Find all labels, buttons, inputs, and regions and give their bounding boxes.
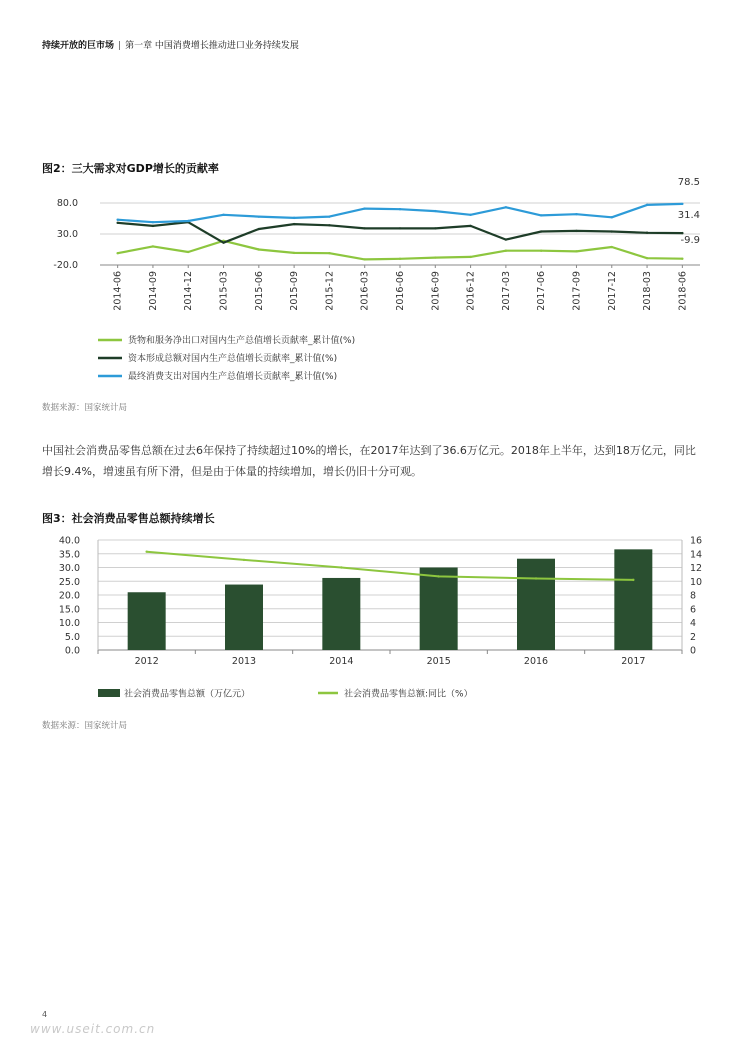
y-tick-label: 30.0	[56, 229, 78, 240]
yoy-growth-line	[147, 552, 634, 580]
y-tick-label: 20.0	[58, 590, 80, 602]
data-point	[399, 208, 401, 210]
series-line-1	[118, 222, 683, 243]
body-paragraph: 中国社会消费品零售总额在过去6年保持了持续超过10%的增长，在2017年达到了36.6万亿元。2018年上半年，达到18万亿元，同比增长9.4%，增速虽有所下滑，但是由于体量的持续增加，增长仍旧十分可观。	[42, 444, 696, 478]
data-point	[328, 224, 330, 226]
x-tick-label: 2016	[523, 656, 549, 667]
x-tick-label: 2016-03	[359, 271, 371, 311]
bar-2012	[128, 592, 166, 650]
data-point	[540, 230, 542, 232]
x-tick-label: 2014	[329, 656, 354, 667]
bar-2016	[517, 559, 555, 650]
data-point	[116, 219, 118, 221]
y-tick-label: 30.0	[58, 563, 80, 574]
data-point	[152, 225, 154, 227]
figure3-title: 图3：社会消费品零售总额持续增长	[42, 512, 215, 525]
y2-tick-label: 4	[690, 618, 697, 629]
series-line-2	[118, 204, 683, 222]
y2-tick-label: 6	[690, 604, 697, 616]
y-tick-label: 35.0	[58, 549, 80, 561]
data-point	[469, 225, 471, 227]
bar-2017	[614, 549, 652, 650]
y2-tick-label: 10	[690, 576, 703, 588]
data-point	[611, 216, 613, 218]
end-value-label: -9.9	[680, 235, 700, 246]
y-tick-label: 10.0	[58, 618, 80, 629]
x-tick-label: 2016-12	[465, 271, 477, 311]
data-point	[328, 252, 330, 254]
x-tick-label: 2013	[231, 656, 257, 667]
data-point	[681, 232, 683, 234]
y-tick-label: 0.0	[64, 645, 80, 657]
legend-label: 最终消费支出对国内生产总值增长贡献率_累计值(%)	[128, 372, 338, 382]
data-point	[437, 575, 439, 577]
data-point	[434, 256, 436, 258]
y-tick-label: 25.0	[58, 576, 80, 588]
x-tick-label: 2015-12	[324, 271, 336, 311]
y2-tick-label: 12	[690, 563, 703, 574]
data-point	[293, 217, 295, 219]
data-point	[152, 221, 154, 223]
y2-tick-label: 0	[690, 645, 697, 657]
x-tick-label: 2015-06	[253, 271, 265, 311]
data-point	[611, 230, 613, 232]
figure3-source: 数据来源：国家统计局	[42, 721, 128, 731]
data-point	[505, 250, 507, 252]
x-tick-label: 2015-09	[289, 271, 301, 311]
x-tick-label: 2017-12	[606, 271, 618, 311]
x-tick-label: 2017-09	[571, 271, 583, 311]
figure2-source: 数据来源：国家统计局	[42, 403, 128, 413]
series-line-0	[118, 241, 683, 260]
data-point	[187, 251, 189, 253]
data-point	[535, 577, 537, 579]
data-point	[116, 252, 118, 254]
bar-2014	[322, 578, 360, 650]
chapter-title: 第一章 中国消费增长推动进口业务持续发展	[125, 41, 299, 51]
x-tick-label: 2012	[134, 656, 159, 667]
y-tick-label: -20.0	[53, 260, 78, 271]
legend-swatch	[98, 689, 120, 697]
data-point	[434, 227, 436, 229]
legend-label: 货物和服务净出口对国内生产总值增长贡献率_累计值(%)	[128, 336, 356, 346]
x-tick-label: 2015	[426, 656, 451, 667]
data-point	[258, 215, 260, 217]
x-tick-label: 2017-03	[500, 270, 512, 311]
x-tick-label: 2017-06	[536, 271, 548, 311]
data-point	[646, 257, 648, 259]
x-tick-label: 2018-06	[677, 271, 689, 311]
y2-tick-label: 16	[690, 535, 703, 547]
x-tick-label: 2016-06	[395, 271, 406, 311]
data-point	[646, 232, 648, 234]
page-number: 4	[42, 1010, 48, 1019]
data-point	[243, 559, 245, 561]
y2-tick-label: 14	[690, 549, 703, 561]
x-tick-label: 2016-09	[430, 271, 442, 311]
legend-label: 社会消费品零售总额:同比（%）	[344, 689, 473, 700]
bar-2015	[420, 568, 458, 651]
retail-sales-chart	[0, 530, 744, 705]
data-point	[575, 250, 577, 252]
data-point	[399, 258, 401, 260]
data-point	[469, 256, 471, 258]
data-point	[145, 550, 147, 552]
y-tick-label: 80.0	[56, 198, 78, 209]
bar-2013	[225, 585, 263, 650]
data-point	[681, 203, 683, 205]
data-point	[364, 227, 366, 229]
data-point	[293, 252, 295, 254]
data-point	[340, 566, 342, 568]
x-tick-label: 2018-03	[642, 271, 654, 311]
data-point	[258, 248, 260, 250]
x-tick-label: 2014-12	[183, 271, 195, 311]
x-tick-label: 2014-09	[147, 271, 159, 311]
data-point	[187, 220, 189, 222]
y2-tick-label: 2	[690, 631, 697, 643]
data-point	[632, 579, 634, 581]
y-tick-label: 40.0	[58, 535, 80, 547]
legend-label: 资本形成总额对国内生产总值增长贡献率_累计值(%)	[128, 354, 338, 364]
data-point	[222, 241, 224, 243]
data-point	[364, 207, 366, 209]
data-point	[364, 258, 366, 260]
data-point	[328, 215, 330, 217]
data-point	[399, 227, 401, 229]
data-point	[575, 230, 577, 232]
data-point	[222, 214, 224, 216]
data-point	[293, 223, 295, 225]
watermark: www.useit.com.cn	[30, 1022, 156, 1036]
data-point	[646, 204, 648, 206]
book-title: 持续开放的巨市场	[42, 41, 115, 51]
data-point	[505, 206, 507, 208]
x-tick-label: 2015-03	[218, 271, 230, 311]
data-point	[469, 214, 471, 216]
data-point	[611, 246, 613, 248]
data-point	[152, 245, 154, 247]
data-point	[540, 250, 542, 252]
data-point	[575, 213, 577, 215]
data-point	[505, 238, 507, 240]
y-tick-label: 5.0	[64, 631, 80, 643]
y2-tick-label: 8	[690, 590, 697, 602]
data-point	[434, 210, 436, 212]
header-separator: |	[118, 41, 122, 51]
figure2-title: 图2：三大需求对GDP增长的贡献率	[42, 162, 219, 175]
data-point	[116, 222, 118, 224]
end-value-label: 31.4	[677, 210, 700, 221]
end-value-label: 78.5	[677, 177, 700, 188]
data-point	[258, 228, 260, 230]
page-header	[42, 38, 299, 51]
data-point	[540, 214, 542, 216]
y-tick-label: 15.0	[58, 604, 80, 616]
x-tick-label: 2014-06	[112, 271, 124, 311]
gdp-contribution-chart	[0, 175, 744, 390]
data-point	[681, 258, 683, 260]
legend-label: 社会消费品零售总额（万亿元）	[124, 689, 251, 700]
x-tick-label: 2017	[621, 656, 646, 667]
